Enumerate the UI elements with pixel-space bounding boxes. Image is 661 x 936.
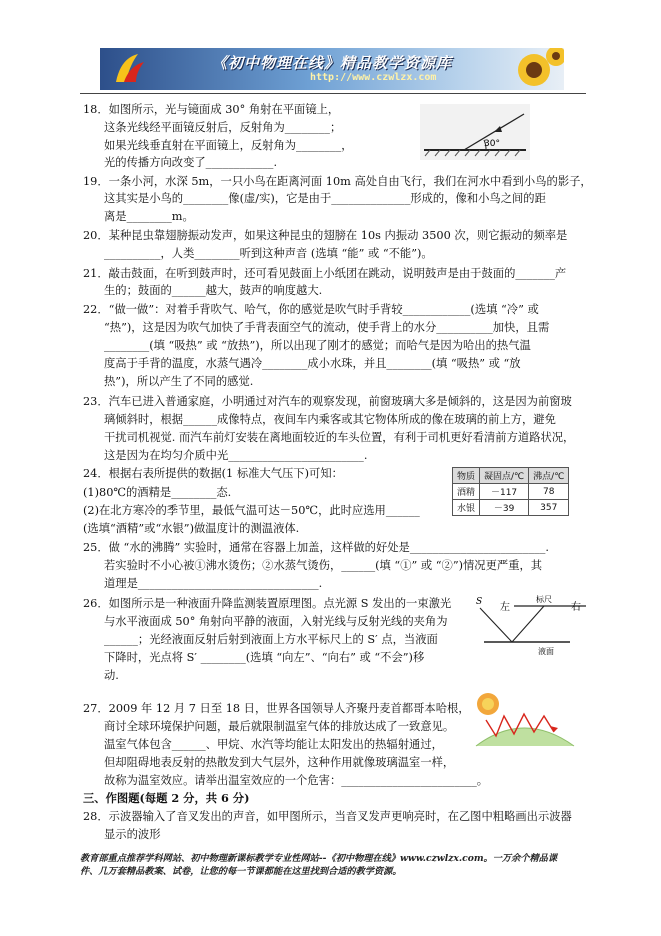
table-cell: 酒精	[453, 484, 480, 500]
q25-line-3: 道理是________________________________.	[104, 577, 323, 590]
header-rule	[80, 93, 586, 94]
table-cell: 水银	[453, 500, 480, 516]
q22-line-2: “热”)，这是因为吹气加快了手背表面空气的流动，使手背上的水分__________加快，且需	[104, 321, 550, 334]
q26-line-2: 与水平液面成 50° 角射向平静的液面，入射光线与反射光线的夹角为	[104, 615, 448, 628]
table-cell: 357	[529, 500, 569, 516]
header-url[interactable]: http://www.czwlzx.com	[310, 72, 437, 83]
sunflower-icon	[494, 48, 564, 90]
logo-icon	[110, 52, 146, 86]
table-cell: 78	[529, 484, 569, 500]
q27-line-1: 27．2009 年 12 月 7 日至 18 日，世界各国领导人齐聚丹麦首都哥本哈根，	[83, 702, 470, 715]
q23-line-1: 23．汽车已进入普通家庭，小明通过对汽车的观察发现，前窗玻璃大多是倾斜的，这是因为前窗玻	[83, 395, 572, 408]
q23-line-2: 璃倾斜时，根据______成像特点，夜间车内乘客或其它物体所成的像在玻璃的前上方，避免	[104, 413, 556, 426]
q24-line-1: 24．根据右表所提供的数据(1 标准大气压下)可知：	[83, 467, 343, 480]
table-header: 沸点/℃	[529, 468, 569, 484]
q27-line-4: 但却阻碍地表反射的热散发到大气层外，这种作用就像玻璃温室一样，	[104, 756, 455, 769]
q25-line-1: 25．做 “水的沸腾” 实验时，通常在容器上加盖，这样做的好处是________________________.	[83, 541, 549, 554]
table-header: 物质	[453, 468, 480, 484]
q26-line-3: ______；光经液面反射后射到液面上方水平标尺上的 S′ 点，当液面	[104, 633, 438, 646]
q18-line-3: 如果光线垂直射在平面镜上，反射角为________，	[104, 139, 353, 152]
greenhouse-figure	[470, 690, 578, 750]
q19-line-2: 这其实是小鸟的________像(虚/实)，它是由于______________形成的，像和小鸟之间的距	[104, 192, 546, 205]
q22-line-3: ________(填 “吸热” 或 “放热”)，所以出现了刚才的感觉；而哈气是因为哈出的热气温	[104, 339, 531, 352]
mirror-angle-label: 30°	[484, 139, 500, 149]
table-cell: －39	[480, 500, 529, 516]
mirror-figure	[420, 104, 530, 160]
ruler-left-label: 左	[500, 602, 510, 613]
source-label: S	[476, 597, 483, 607]
footer-line-2: 件、几万套精品教案、试卷，让您的每一节课都能在这里找到合适的教学资源。	[80, 866, 402, 877]
q28-line-1: 28．示波器输入了音叉发出的声音，如甲图所示，当音叉发声更响亮时，在乙图中粗略画出示波器	[83, 810, 572, 823]
data-table	[452, 467, 569, 516]
footer	[80, 852, 580, 878]
liquid-label: 液面	[538, 647, 554, 656]
q28-line-2: 显示的波形	[104, 828, 161, 841]
q18-line-4: 光的传播方向改变了____________.	[104, 156, 278, 169]
q19-line-3: 离是________m。	[104, 210, 194, 223]
table-header: 凝固点/℃	[480, 468, 529, 484]
q20-line-1: 20．某种昆虫靠翅膀振动发声，如果这种昆虫的翅膀在 10s 内振动 3500 次，则它振动的频率是	[83, 229, 568, 242]
header-title: 《初中物理在线》精品教学资源库	[212, 54, 453, 72]
q18-line-1: 18．如图所示，光与镜面成 30° 角射在平面镜上，	[83, 103, 340, 116]
q23-line-4: 这是因为在均匀介质中光________________________.	[104, 449, 368, 462]
table-row	[453, 500, 569, 516]
q25-line-2: 若实验时不小心被①沸水烫伤；②水蒸气烫伤，______(填 “①” 或 “②”)情况更严重，其	[104, 559, 543, 572]
q21-line-1: 21．敲击鼓面，在听到鼓声时，还可看见鼓面上小纸团在跳动，说明鼓声是由于鼓面的_______产	[83, 267, 567, 280]
q18-line-2: 这条光线经平面镜反射后，反射角为________；	[104, 121, 342, 134]
footer-line-1: 教育部重点推荐学科网站、初中物理新课标教学专业性网站--《初中物理在线》www.czwlzx.com。一万余个精品课	[80, 853, 558, 864]
q23-line-3: 干扰司机视觉. 而汽车前灯安装在离地面较近的车头位置，有利于司机更好看清前方道路状况，	[104, 431, 575, 444]
q26-line-5: 动.	[104, 669, 119, 682]
liquid-level-figure	[470, 592, 588, 658]
q24-line-2: (1)80℃的酒精是________态.	[83, 486, 232, 499]
q27-line-2: 商讨全球环境保护问题，最后就限制温室气体的排放达成了一致意见。	[104, 720, 455, 733]
header-banner	[100, 48, 564, 90]
q27-line-3: 温室气体包含______、甲烷、水汽等均能让太阳发出的热辐射通过，	[104, 738, 443, 751]
q22-line-5: 热”)，所以产生了不同的感觉.	[104, 375, 254, 388]
q27-line-5: 故称为温室效应。请举出温室效应的一个危害：________________________。	[104, 774, 489, 787]
q24-line-4: (选填“酒精”或“水银”)做温度计的测温液体.	[83, 522, 300, 535]
section-heading: 三、作图题(每题 2 分，共 6 分)	[83, 791, 250, 805]
q22-line-1: 22．“做一做”：对着手背吹气、哈气，你的感觉是吹气时手背较____________(选填 “冷” 或	[83, 303, 539, 316]
table-row	[453, 484, 569, 500]
q19-line-1: 19．一条小河，水深 5m，一只小鸟在距离河面 10m 高处自由飞行，我们在河水中看到小鸟的影子，	[83, 175, 592, 188]
q24-line-3: (2)在北方寒冷的季节里，最低气温可达－50℃，此时应选用______	[83, 504, 420, 517]
q21-line-2: 生的；鼓面的______越大，鼓声的响度越大.	[104, 284, 323, 297]
table-cell: －117	[480, 484, 529, 500]
q20-line-2: __________，人类________听到这种声音 (选填 “能” 或 “不能”)。	[104, 247, 433, 260]
q22-line-4: 度高于手背的温度，水蒸气遇冷________成小水珠，并且________(填 “吸热” 或 “放	[104, 357, 521, 370]
ruler-right-label: 右	[571, 602, 581, 613]
q26-line-1: 26．如图所示是一种液面升降监测装置原理图。点光源 S 发出的一束激光	[83, 597, 452, 610]
table-header-row	[453, 468, 569, 484]
q26-line-4: 下降时，光点将 S′ ________(选填 “向左”、“向右” 或 “不会”)移	[104, 651, 425, 664]
ruler-label: 标尺	[536, 595, 552, 604]
